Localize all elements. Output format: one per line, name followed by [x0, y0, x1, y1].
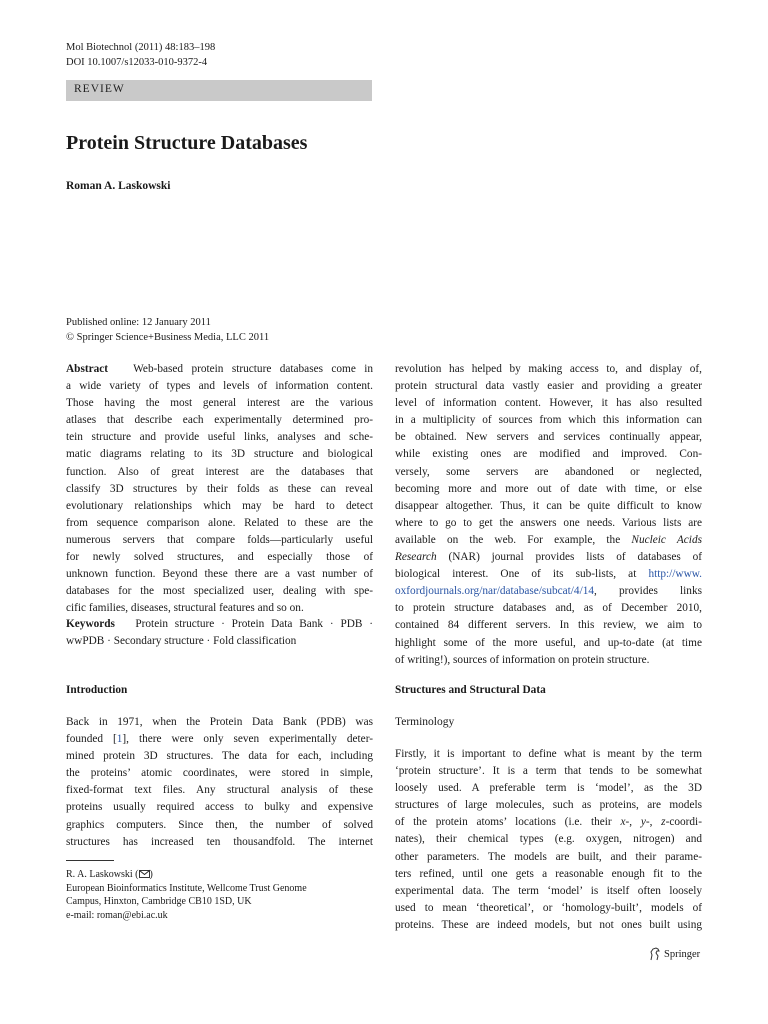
keywords-line: wwPDB · Secondary structure · Fold classification: [66, 635, 297, 648]
intro-line: graphics computers. Since then, the number of solved: [66, 818, 373, 831]
body-line: proteins. These are indeed models, but not ones built using: [395, 918, 702, 931]
footnote-author: R. A. Laskowski ( ): [66, 869, 153, 880]
intro-line: the proteins’ atomic coordinates, were stored in simple,: [66, 767, 373, 780]
intro-line: proteins usually required access to bulky and expensive: [66, 801, 373, 814]
reference-link[interactable]: 1: [116, 733, 123, 746]
abstract-line: databases for the most specialized user, dealing with spe-: [66, 585, 373, 598]
abstract-line: numerous servers that compare folds—particularly useful: [66, 533, 373, 546]
abstract-line: cific families, diseases, structural features and so on.: [66, 602, 304, 615]
intro-line: mined protein 3D structures. The data for each, including: [66, 750, 373, 763]
body-line: loosely used. A preferable term is ‘model’, as the 3D: [395, 782, 702, 795]
abstract-line: a wide variety of types and levels of information content.: [66, 380, 373, 393]
intro-continuation: [395, 361, 702, 669]
footnote-affiliation: Campus, Hinxton, Cambridge CB10 1SD, UK: [66, 896, 252, 907]
article-title: Protein Structure Databases: [66, 132, 308, 154]
intro-line: founded [1], there were only seven experimentally deter-: [66, 733, 373, 746]
abstract-line: function. Also of great interest are the databases that: [66, 465, 373, 478]
author-name: Roman A. Laskowski: [66, 180, 171, 192]
abstract-line: Those having the most general interest are the various: [66, 397, 373, 410]
footnote-divider: [66, 860, 114, 861]
terminology-subheading: Terminology: [395, 716, 455, 728]
keywords-label: Keywords: [66, 618, 115, 630]
abstract-line: for newly solved structures, and especially those of: [66, 551, 373, 564]
body-line: ters refined, until one gets a reasonable enough fit to the: [395, 867, 702, 880]
body-line: where to go to get the answers one needs. Various lists are: [395, 516, 702, 529]
doi: DOI 10.1007/s12033-010-9372-4: [66, 57, 208, 68]
body-line: nates), their chemical types (e.g. oxygen, nitrogen) and: [395, 833, 702, 846]
abstract-line: tein structure and provide useful links, analyses and sche-: [66, 431, 373, 444]
body-line: be obtained. New servers and services continually appear,: [395, 431, 702, 444]
abstract-line: unknown function. Beyond these there are a vast number of: [66, 568, 373, 581]
body-line: disappear altogether. Thus, it can be quite difficult to know: [395, 499, 702, 512]
footnote-email: e-mail: roman@ebi.ac.uk: [66, 909, 168, 921]
body-line: available on the web. For example, the Nucleic Acids: [395, 533, 702, 546]
keywords: [66, 616, 373, 650]
nar-url-link[interactable]: oxfordjournals.org/nar/database/subcat/4/14: [395, 585, 595, 598]
copyright: © Springer Science+Business Media, LLC 2011: [66, 332, 270, 343]
introduction-heading: Introduction: [66, 684, 128, 696]
abstract-line: matic diagrams relating to its 3D structure and biological: [66, 448, 373, 461]
abstract-line: atlases that describe each experimentally determined pro-: [66, 414, 373, 427]
body-line: highlight some of the more useful, and up-to-date (at time: [395, 636, 702, 649]
body-line: biological interest. One of its sub-lists, at http://www.: [395, 568, 702, 581]
nar-url-link[interactable]: http://www.: [648, 568, 702, 581]
body-line: to protein structure databases and, as of December 2010,: [395, 602, 702, 615]
body-line: becoming more and more out of date with time, or else: [395, 482, 702, 495]
journal-citation: Mol Biotechnol (2011) 48:183–198: [66, 42, 216, 53]
keywords-line: Keywords Protein structure · Protein Data Bank · PDB ·: [66, 618, 373, 630]
abstract-line: classify 3D structures by their folds as these can reveal: [66, 482, 373, 495]
body-line: structures of large molecules, such as proteins, are models: [395, 799, 702, 812]
body-line: of writing!), sources of information on protein structure.: [395, 653, 650, 666]
abstract-line: evolutionary relationships which may be hard to detect: [66, 499, 373, 512]
body-line: in a multiplicity of sources from which this information can: [395, 414, 702, 427]
footnote-affiliation: European Bioinformatics Institute, Wellcome Trust Genome: [66, 882, 307, 894]
intro-line: Back in 1971, when the Protein Data Bank (PDB) was: [66, 716, 373, 728]
abstract-label: Abstract: [66, 363, 109, 375]
body-line: oxfordjournals.org/nar/database/subcat/4/14, provides links: [395, 585, 702, 598]
body-line: of the protein atoms’ locations (i.e. their x-, y-, z-coordi-: [395, 816, 702, 829]
body-line: contained 84 different servers. In this review, we aim to: [395, 619, 702, 632]
body-line: other parameters. The models are built, and their parame-: [395, 850, 702, 863]
body-line: versely, some servers are abandoned or neglected,: [395, 465, 702, 478]
body-line: level of information content. However, it has also resulted: [395, 397, 702, 410]
abstract-line: Abstract Web-based protein structure databases come in: [66, 363, 373, 375]
body-line: experimental data. The term ‘model’ is itself often loosely: [395, 884, 702, 897]
publication-info: [66, 315, 269, 345]
introduction-body: [66, 714, 373, 851]
body-line: revolution has helped by making access to, and display of,: [395, 363, 702, 375]
springer-horse-icon: [649, 947, 661, 961]
published-date: Published online: 12 January 2011: [66, 317, 211, 328]
terminology-body: [395, 746, 702, 934]
publisher-name: Springer: [664, 948, 701, 960]
body-line: while existing ones are modified and improved. Con-: [395, 448, 702, 461]
intro-line: fixed-format text files. Any structural analysis of these: [66, 784, 373, 797]
article-type-bar: [66, 80, 372, 101]
journal-header: [66, 40, 215, 70]
publisher-logo: [649, 947, 700, 961]
intro-line: structures has increased ten thousandfold. The internet: [66, 835, 373, 848]
body-line: ‘protein structure’. It is a term that tends to be somewhat: [395, 765, 702, 778]
body-line: used to mean ‘theoretical’, or ‘homology-built’, models of: [395, 901, 702, 914]
structures-heading: Structures and Structural Data: [395, 684, 546, 696]
article-type-label: REVIEW: [74, 83, 125, 95]
envelope-icon: [139, 870, 150, 878]
abstract-line: from sequence comparison alone. Related to these are the: [66, 516, 373, 529]
author-footnote: [66, 868, 307, 922]
body-line: Firstly, it is important to define what is meant by the term: [395, 748, 702, 760]
body-line: protein structural data vastly easier and providing a greater: [395, 380, 702, 393]
body-line: Research (NAR) journal provides lists of databases of: [395, 551, 702, 564]
abstract: [66, 361, 373, 617]
